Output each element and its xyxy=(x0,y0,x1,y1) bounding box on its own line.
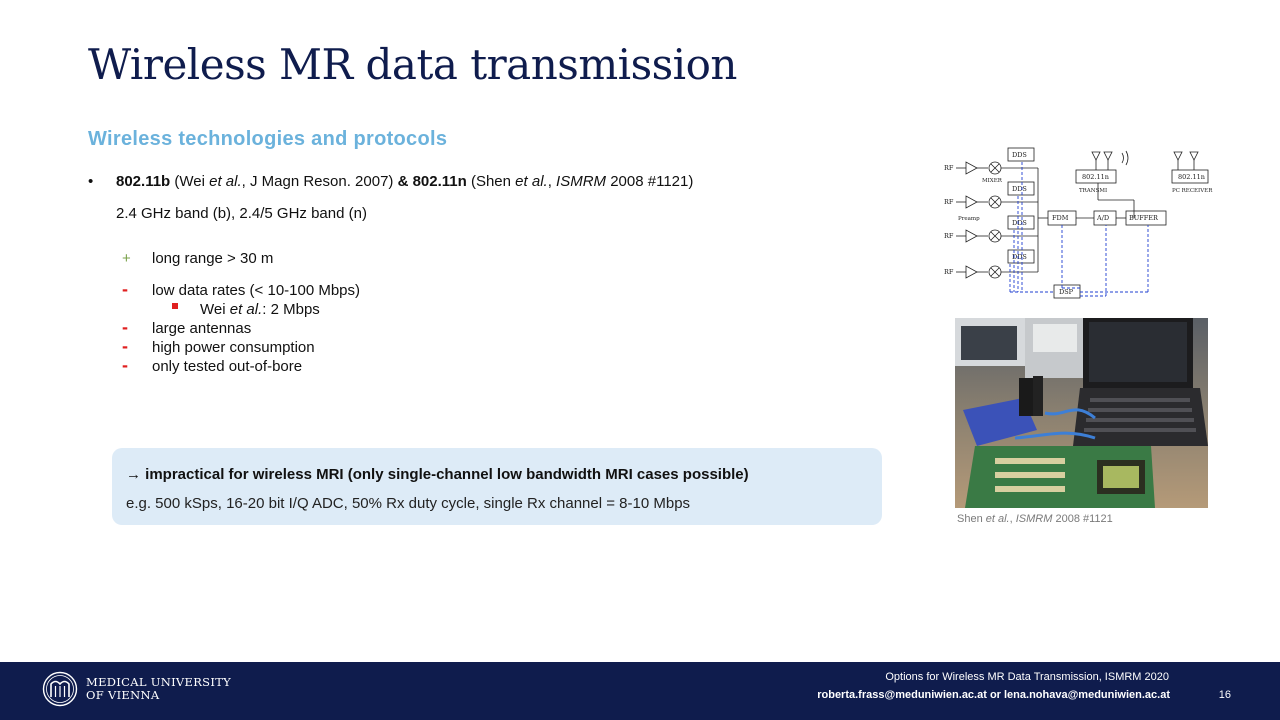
rf-chain xyxy=(944,162,1001,174)
contact-emails: roberta.frass@meduniwien.ac.at or lena.nohava@meduniwien.ac.at xyxy=(817,689,1170,701)
preamp-label: Preamp xyxy=(958,216,980,222)
setup-photo xyxy=(955,318,1208,508)
minus-icon: - xyxy=(122,317,128,337)
rf-label: RF xyxy=(944,268,954,276)
rx-caption: PC RECEIVER xyxy=(1172,188,1213,194)
university-name xyxy=(86,676,231,702)
rf-chain xyxy=(944,196,1001,208)
plus-icon: + xyxy=(122,250,131,267)
minus-icon: - xyxy=(122,336,128,356)
rx-label: 802.11n xyxy=(1178,173,1205,181)
slide-title: Wireless MR data transmission xyxy=(88,40,737,89)
callout-conclusion: → impractical for wireless MRI (only single-channel low bandwidth MRI cases possible) xyxy=(126,466,749,483)
fdm-label: FDM xyxy=(1052,214,1069,222)
bullet-dot: • xyxy=(88,173,94,190)
buffer-label: BUFFER xyxy=(1129,214,1158,222)
rf-label: RF xyxy=(944,164,954,172)
tx-label: 802.11n xyxy=(1082,173,1109,181)
con-item-text: only tested out-of-bore xyxy=(152,358,303,375)
minus-icon: - xyxy=(122,355,128,375)
university-logo-icon xyxy=(42,671,78,707)
con-item-text: low data rates (< 10-100 Mbps) xyxy=(152,282,361,299)
callout-example: e.g. 500 kSps, 16-20 bit I/Q ADC, 50% Rx duty cycle, single Rx channel = 8-10 Mbps xyxy=(126,495,691,512)
bullet-protocols-text: 802.11b (Wei et al., J Magn Reson. 2007) & 802.11n (Shen et al., ISMRM 2008 #1121) xyxy=(116,173,694,190)
dsp-label: DSP xyxy=(1059,288,1074,296)
con-item-text: large antennas xyxy=(152,320,252,337)
con-item-text: high power consumption xyxy=(152,339,315,356)
mixer-label: MIXER xyxy=(982,178,1002,184)
rf-chain xyxy=(944,266,1001,278)
band-info: 2.4 GHz band (b), 2.4/5 GHz band (n) xyxy=(116,205,367,222)
conclusion-callout xyxy=(112,448,882,525)
rf-label: RF xyxy=(944,198,954,206)
ad-label: A/D xyxy=(1097,214,1110,222)
talk-title: Options for Wireless MR Data Transmission, ISMRM 2020 xyxy=(885,671,1169,683)
dds-label: DDS xyxy=(1012,185,1027,193)
university-name-line1: MEDICAL UNIVERSITY xyxy=(86,675,232,689)
pro-item-text: long range > 30 m xyxy=(152,250,274,267)
minus-icon: - xyxy=(122,279,128,299)
dds-label: DDS xyxy=(1012,253,1027,261)
block-diagram xyxy=(938,140,1218,308)
page-number: 16 xyxy=(1218,689,1231,701)
square-bullet-icon xyxy=(172,303,178,309)
dds-label: DDS xyxy=(1012,151,1027,159)
footer-bar xyxy=(0,662,1280,720)
sub-bullet-text: Wei et al.: 2 Mbps xyxy=(200,301,320,318)
university-name-line2: OF VIENNA xyxy=(86,688,160,702)
dds-label: DDS xyxy=(1012,219,1027,227)
rf-chain xyxy=(944,230,1001,242)
tx-caption: TRANSMI xyxy=(1079,188,1108,194)
rf-label: RF xyxy=(944,232,954,240)
photo-caption: Shen et al., ISMRM 2008 #1121 xyxy=(957,513,1113,525)
slide-subtitle: Wireless technologies and protocols xyxy=(88,128,448,150)
